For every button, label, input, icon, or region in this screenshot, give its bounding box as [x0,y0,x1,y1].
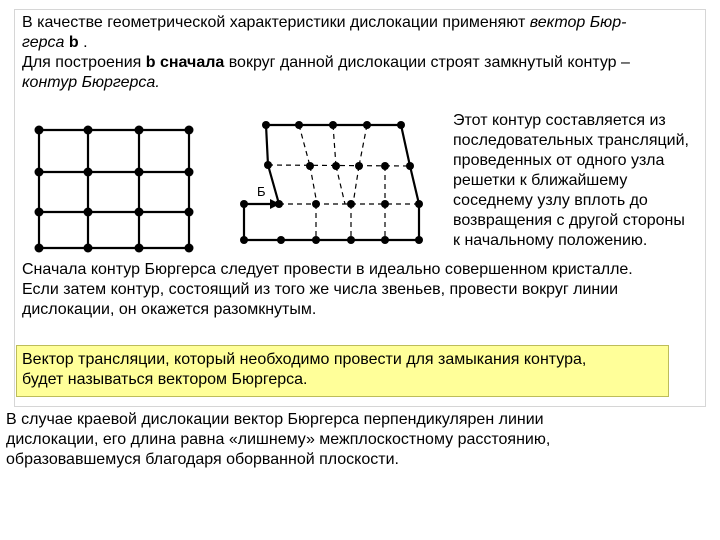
paragraph-line: дислокации, он окажется разомкнутым. [22,301,317,318]
paragraph-line: В случае краевой дислокации вектор Бюргерса перпендикулярен линии [6,411,544,428]
circuit-line: возвращения с другой стороны [453,212,685,229]
term-burgers-circuit: контур Бюргерса. [22,74,160,91]
construction-text: Для построения [22,54,146,71]
intro-text-end: . [78,34,88,51]
perfect-lattice-nodes [35,126,194,253]
definition-line: будет называться вектором Бюргерса. [22,371,308,388]
perfect-crystal-paragraph [22,260,720,320]
term-burgers-vector-end: герса [22,34,65,51]
circuit-line: Этот контур составляется из [453,112,666,129]
circuit-line: проведенных от одного узла [453,152,665,169]
dislocation-lattice-dashes [268,125,419,240]
circuit-line: последовательных трансляций, [453,132,689,149]
intro-text: В качестве геометрической характеристики дислокации применяют [22,14,530,31]
paragraph-line: Если затем контур, состоящий из того же числа звеньев, провести вокруг линии [22,281,619,298]
circuit-description [453,111,718,251]
paragraph-line: дислокации, его длина равна «лишнему» межплоскостному расстоянию, [6,431,551,448]
paragraph-line: Сначала контур Бюргерса следует провести в идеально совершенном кристалле. [22,261,633,278]
burgers-vector-definition [22,350,682,390]
circuit-line: к начальному положению. [453,232,648,249]
circuit-line: решетки к ближайшему [453,172,628,189]
dislocation-lattice-circuit [244,125,419,240]
perfect-lattice-lines [39,130,189,248]
term-burgers-vector: вектор Бюр- [529,14,627,31]
circuit-line: соседнему узлу вплоть до [453,192,648,209]
definition-line: Вектор трансляции, который необходимо провести для замыкания контура, [22,351,587,368]
paragraph-line: образовавшемуся благодаря оборванной плоскости. [6,451,399,468]
edge-dislocation-paragraph [6,410,706,470]
construction-text-rest: вокруг данной дислокации строят замкнутый контур – [224,54,630,71]
symbol-b-first: b сначала [145,54,225,71]
symbol-b: b [64,34,79,51]
start-point-label: Б [257,184,266,199]
